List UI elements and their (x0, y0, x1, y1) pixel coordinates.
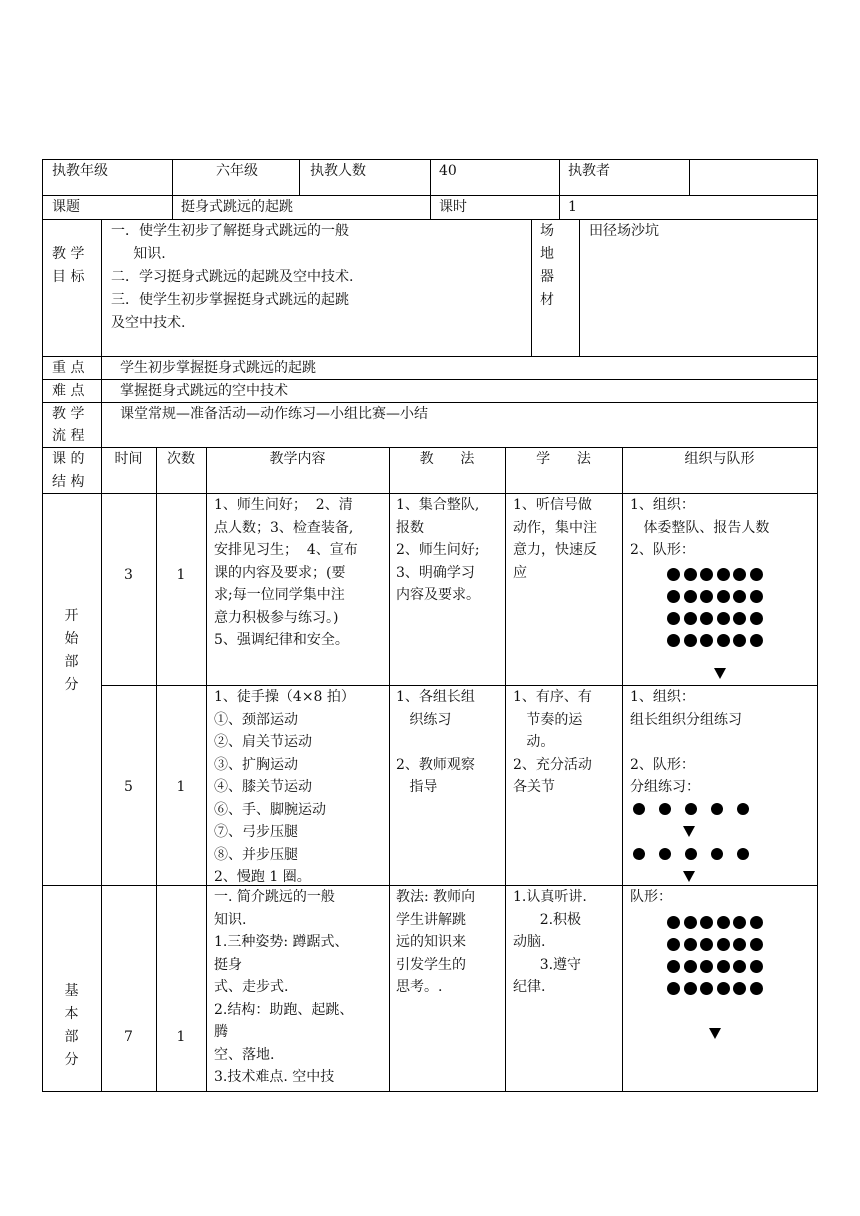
content-line: 课的内容及要求；(要 (214, 564, 346, 581)
student-dot (750, 612, 763, 625)
student-dot (659, 803, 671, 815)
goal-line: 一．使学生初步了解挺身式跳远的一般 (111, 223, 349, 239)
group-leader-marker-icon (683, 871, 695, 882)
vline (101, 447, 102, 1092)
student-dot (733, 960, 746, 973)
col-learn-method: 学 法 (536, 451, 591, 467)
teach-line: 内容及要求。 (396, 587, 480, 603)
learn-line: 动。 (513, 734, 555, 750)
teach-line: 学生讲解跳 (396, 911, 466, 928)
student-dot (717, 568, 730, 581)
student-dot (737, 803, 749, 815)
learn-line: 2、充分活动 (513, 756, 592, 773)
teach-line: 2、师生问好; (396, 542, 480, 558)
student-dot (684, 916, 697, 929)
student-dot (667, 982, 680, 995)
teach-line: 3、明确学习 (396, 564, 475, 581)
teacher-marker-icon (714, 668, 726, 679)
goal-line: 知识. (111, 246, 166, 262)
teach-line: 织练习 (396, 711, 452, 728)
vline (156, 447, 157, 1092)
org-line: 2、队形： (630, 542, 695, 558)
org-line: 2、队形： (630, 756, 695, 773)
vline (817, 159, 818, 1092)
student-dot (733, 938, 746, 951)
student-dot (700, 634, 713, 647)
content-line: ④、膝关节运动 (214, 779, 312, 795)
grade-label: 执教年级 (52, 163, 108, 179)
learn-line: 动作，集中注 (513, 519, 597, 536)
student-dot (667, 568, 680, 581)
venue-label-char: 器 (540, 269, 554, 285)
basic-time: 7 (124, 1029, 133, 1045)
teacher-marker-icon (709, 1028, 721, 1039)
student-dot (750, 634, 763, 647)
content-line: 1.三种姿势: 蹲踞式、 (214, 934, 349, 950)
goals-label-1: 教 学 (52, 246, 85, 262)
learn-line: 应 (513, 564, 527, 581)
org-line: 1、组织： (630, 497, 695, 513)
venue-label-char: 场 (540, 223, 554, 239)
start-row1-time: 3 (124, 567, 133, 583)
period-label: 课时 (439, 199, 467, 215)
student-dot (685, 848, 697, 860)
student-dot (733, 982, 746, 995)
student-dot (717, 612, 730, 625)
col-teach-method: 教 法 (419, 451, 475, 467)
start-label-char: 分 (64, 677, 79, 693)
group-leader-marker-icon (683, 826, 695, 837)
content-line: 3.技术难点. 空中技 (214, 1069, 335, 1085)
student-dot (633, 848, 645, 860)
content-line: ⑥、手、脚腕运动 (214, 801, 326, 818)
student-dot (717, 982, 730, 995)
content-line: 5、强调纪律和安全。 (214, 632, 349, 648)
vline (622, 447, 623, 1092)
group-formation-row-1 (633, 803, 763, 819)
count-value: 40 (439, 163, 457, 179)
vline (430, 159, 431, 220)
learn-line: 3.遵守 (513, 956, 582, 973)
content-line: ①、颈部运动 (214, 711, 298, 728)
student-dot (711, 848, 723, 860)
key-point-value: 学生初步掌握挺身式跳远的起跳 (120, 360, 316, 376)
student-dot (717, 590, 730, 603)
flow-label-1: 教 学 (52, 406, 85, 422)
grade-value: 六年级 (216, 163, 258, 179)
student-dot (750, 938, 763, 951)
col-organization: 组织与队形 (684, 451, 755, 467)
teach-line: 2、教师观察 (396, 756, 475, 773)
student-dot (667, 634, 680, 647)
student-dot (700, 960, 713, 973)
flow-value: 课堂常规—准备活动—动作练习—小组比赛—小结 (120, 406, 428, 422)
student-dot (700, 590, 713, 603)
vline (559, 159, 560, 220)
venue-value: 田径场沙坑 (589, 223, 659, 239)
student-dot (667, 960, 680, 973)
col-time: 时间 (114, 451, 143, 467)
learn-line: 动脑. (513, 934, 546, 950)
student-dot (667, 612, 680, 625)
learn-line: 节奏的运 (513, 711, 583, 728)
teach-line: 报数 (396, 519, 424, 536)
org-line: 组长组织分组练习 (630, 711, 742, 728)
vline (579, 219, 580, 356)
content-line: 2.结构：助跑、起跳、 (214, 1001, 354, 1018)
student-dot (733, 634, 746, 647)
content-line: 一. 简介跳远的一般 (214, 889, 335, 905)
teach-line: 远的知识来 (396, 934, 466, 950)
basic-label-char: 基 (64, 983, 79, 999)
vline (389, 447, 390, 1092)
student-dot (717, 634, 730, 647)
start-row1-times: 1 (176, 567, 186, 583)
basic-org-label: 队形： (630, 889, 672, 905)
content-line: 式、走步式. (214, 979, 289, 995)
teach-line: 思考。. (396, 979, 443, 995)
content-line: 空、落地. (214, 1046, 275, 1063)
vline (531, 219, 532, 356)
difficulty-label: 难 点 (52, 383, 85, 399)
student-dot (684, 960, 697, 973)
student-dot (750, 916, 763, 929)
org-line: 1、组织： (630, 689, 695, 705)
student-dot (667, 938, 680, 951)
count-label: 执教人数 (310, 163, 366, 179)
learn-line: 2.积极 (513, 911, 582, 928)
student-dot (685, 803, 697, 815)
hline (42, 1091, 818, 1092)
content-line: 知识. (214, 911, 247, 928)
student-dot (733, 612, 746, 625)
student-dot (711, 803, 723, 815)
content-line: 安排见习生； 4、宣布 (214, 542, 358, 558)
difficulty-value: 掌握挺身式跳远的空中技术 (120, 383, 288, 399)
student-dot (750, 590, 763, 603)
student-dot (733, 590, 746, 603)
student-dot (684, 982, 697, 995)
col-structure-1: 课 的 (52, 451, 85, 467)
start-row2-times: 1 (176, 779, 186, 795)
col-content: 教学内容 (269, 451, 326, 467)
formation-grid (667, 566, 766, 654)
content-line: ②、肩关节运动 (214, 734, 312, 750)
org-line: 体委整队、报告人数 (630, 519, 770, 536)
vline (299, 159, 300, 195)
col-times: 次数 (167, 451, 195, 467)
student-dot (667, 590, 680, 603)
org-line: 分组练习： (630, 779, 700, 795)
student-dot (700, 612, 713, 625)
vline (689, 159, 690, 195)
content-line: ⑧、并步压腿 (214, 846, 298, 863)
col-structure-2: 结 构 (52, 474, 85, 490)
learn-line: 1、听信号做 (513, 497, 592, 513)
content-line: 意力积极参与练习。) (214, 609, 339, 626)
content-line: 1、徒手操（4×8 拍） (214, 689, 355, 705)
group-formation-row-2 (633, 848, 763, 864)
goals-label-2: 目 标 (52, 269, 85, 285)
teach-line: 1、集合整队, (396, 497, 480, 513)
venue-label-char: 地 (540, 246, 554, 262)
venue-label-char: 材 (540, 292, 554, 308)
start-row2-time: 5 (124, 779, 133, 795)
student-dot (684, 634, 697, 647)
start-label-char: 始 (64, 631, 79, 647)
student-dot (733, 568, 746, 581)
teach-line: 引发学生的 (396, 956, 466, 973)
student-dot (633, 803, 645, 815)
goal-line: 二．学习挺身式跳远的起跳及空中技术. (111, 269, 354, 285)
content-line: 求;每一位同学集中注 (214, 587, 345, 603)
student-dot (700, 982, 713, 995)
start-label-char: 部 (64, 654, 79, 670)
flow-label-2: 流 程 (52, 428, 85, 444)
student-dot (750, 982, 763, 995)
student-dot (684, 612, 697, 625)
learn-line: 各关节 (513, 779, 555, 795)
student-dot (684, 590, 697, 603)
content-line: ③、扩胸运动 (214, 756, 298, 773)
vline (172, 159, 173, 220)
student-dot (717, 938, 730, 951)
student-dot (750, 568, 763, 581)
basic-label-char: 分 (64, 1052, 79, 1068)
student-dot (684, 938, 697, 951)
student-dot (717, 960, 730, 973)
teach-line: 教法: 教师向 (396, 889, 476, 905)
basic-label-char: 部 (64, 1029, 79, 1045)
learn-line: 纪律. (513, 979, 546, 995)
student-dot (700, 916, 713, 929)
content-line: 2、慢跑 1 圈。 (214, 869, 311, 885)
period-value: 1 (568, 199, 577, 215)
teach-line: 指导 (396, 779, 438, 795)
student-dot (684, 568, 697, 581)
goal-line: 三．使学生初步掌握挺身式跳远的起跳 (111, 292, 349, 308)
student-dot (659, 848, 671, 860)
basic-times: 1 (176, 1029, 186, 1045)
student-dot (700, 938, 713, 951)
content-line: ⑦、弓步压腿 (214, 824, 298, 840)
content-line: 点人数；3、检查装备, (214, 519, 354, 536)
student-dot (700, 568, 713, 581)
learn-line: 1.认真听讲. (513, 889, 587, 905)
key-point-label: 重 点 (52, 360, 85, 376)
learn-line: 意力，快速反 (513, 542, 597, 558)
start-label-char: 开 (64, 608, 79, 624)
vline (206, 447, 207, 1092)
student-dot (737, 848, 749, 860)
teacher-label: 执教者 (568, 163, 610, 179)
student-dot (667, 916, 680, 929)
teach-line: 1、各组长组 (396, 689, 475, 705)
basic-label-char: 本 (64, 1006, 79, 1022)
topic-label: 课题 (52, 199, 80, 215)
learn-line: 1、有序、有 (513, 689, 592, 705)
goal-line: 及空中技术. (111, 315, 186, 331)
topic-value: 挺身式跳远的起跳 (181, 199, 293, 215)
student-dot (733, 916, 746, 929)
student-dot (717, 916, 730, 929)
formation-grid (667, 914, 766, 1002)
content-line: 腾 (214, 1024, 228, 1040)
vline (505, 447, 506, 1092)
content-line: 1、师生问好； 2、清 (214, 497, 353, 513)
vline (101, 219, 102, 447)
student-dot (750, 960, 763, 973)
content-line: 挺身 (214, 956, 242, 973)
